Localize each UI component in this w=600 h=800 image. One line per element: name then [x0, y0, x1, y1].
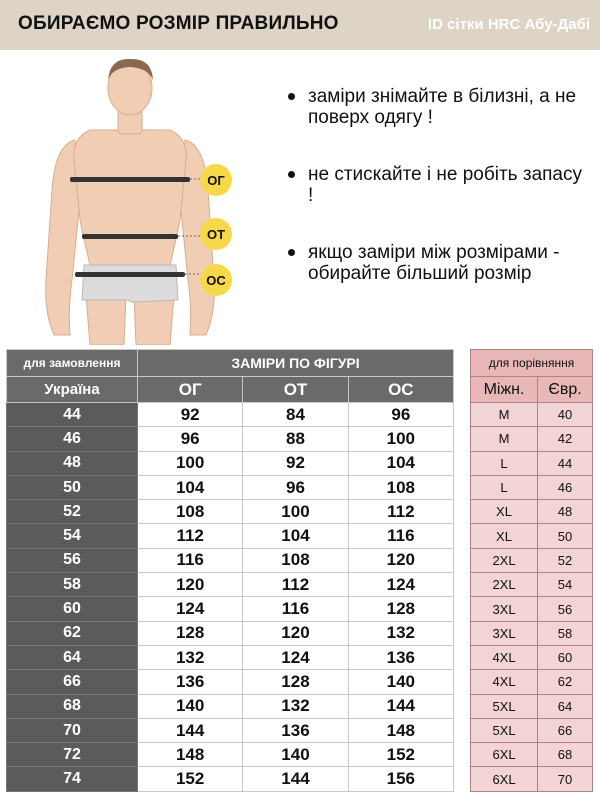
hips-cell: 140: [348, 670, 453, 694]
hips-cell: 108: [348, 475, 453, 499]
chest-cell: 148: [138, 743, 243, 767]
chest-cell: 128: [138, 621, 243, 645]
table-row: [7, 524, 454, 548]
ua-size-cell: 68: [7, 694, 138, 718]
waist-cell: 136: [243, 718, 348, 742]
intl-size-cell: 4XL: [471, 670, 538, 694]
table-row: [471, 694, 593, 718]
tip-item: якщо заміри між розмірами - обирайте більший розмір: [288, 242, 588, 284]
body-illustration: [20, 50, 270, 345]
waist-cell: 108: [243, 548, 348, 572]
chest-cell: 136: [138, 670, 243, 694]
intl-size-cell: 2XL: [471, 548, 538, 572]
table-row: [7, 670, 454, 694]
chest-badge: ОГ: [200, 164, 232, 196]
chest-cell: 92: [138, 403, 243, 427]
table-row: [7, 451, 454, 475]
waist-cell: 120: [243, 621, 348, 645]
eu-size-cell: 58: [538, 621, 593, 645]
table-row: [7, 645, 454, 669]
chest-cell: 140: [138, 694, 243, 718]
table-row: [471, 500, 593, 524]
waist-cell: 144: [243, 767, 348, 791]
compare-columns-row: [471, 377, 593, 403]
table-row: [7, 621, 454, 645]
eu-size-cell: 64: [538, 694, 593, 718]
ua-column-header: Україна: [7, 377, 138, 403]
chest-cell: 152: [138, 767, 243, 791]
ua-size-cell: 62: [7, 621, 138, 645]
ua-size-cell: 72: [7, 743, 138, 767]
intl-size-cell: XL: [471, 524, 538, 548]
chest-cell: 108: [138, 500, 243, 524]
hips-cell: 124: [348, 573, 453, 597]
hips-cell: 116: [348, 524, 453, 548]
body-figure: [20, 50, 270, 345]
intl-size-cell: XL: [471, 500, 538, 524]
waist-cell: 84: [243, 403, 348, 427]
table-row: [471, 670, 593, 694]
ua-size-cell: 46: [7, 427, 138, 451]
intl-size-cell: 5XL: [471, 694, 538, 718]
eu-size-cell: 50: [538, 524, 593, 548]
intl-size-cell: 5XL: [471, 718, 538, 742]
hips-cell: 144: [348, 694, 453, 718]
eu-size-cell: 40: [538, 403, 593, 427]
tip-item: не стискайте і не робіть запасу !: [288, 164, 588, 206]
table-row: [471, 451, 593, 475]
intl-size-cell: L: [471, 475, 538, 499]
hips-cell: 128: [348, 597, 453, 621]
chest-column-header: ОГ: [138, 377, 243, 403]
order-label: для замовлення: [7, 350, 138, 377]
eu-size-cell: 44: [538, 451, 593, 475]
eu-size-cell: 62: [538, 670, 593, 694]
table-row: [471, 743, 593, 767]
eu-size-cell: 48: [538, 500, 593, 524]
hips-cell: 156: [348, 767, 453, 791]
table-row: [7, 718, 454, 742]
hips-cell: 152: [348, 743, 453, 767]
waist-cell: 132: [243, 694, 348, 718]
intl-size-cell: 6XL: [471, 743, 538, 767]
waist-cell: 88: [243, 427, 348, 451]
eu-size-cell: 52: [538, 548, 593, 572]
table-row: [7, 743, 454, 767]
table-row: [471, 427, 593, 451]
intl-size-cell: 6XL: [471, 767, 538, 791]
waist-badge: ОТ: [200, 218, 232, 250]
chest-cell: 116: [138, 548, 243, 572]
table-row: [471, 548, 593, 572]
ua-size-cell: 70: [7, 718, 138, 742]
ua-size-cell: 54: [7, 524, 138, 548]
eu-size-cell: 70: [538, 767, 593, 791]
chest-cell: 96: [138, 427, 243, 451]
ua-size-cell: 58: [7, 573, 138, 597]
ua-size-cell: 74: [7, 767, 138, 791]
eu-size-cell: 54: [538, 573, 593, 597]
table-row: [7, 573, 454, 597]
compare-header-row: [471, 350, 593, 377]
waist-cell: 112: [243, 573, 348, 597]
chest-cell: 120: [138, 573, 243, 597]
size-table-header-row: [7, 350, 454, 377]
hips-cell: 96: [348, 403, 453, 427]
table-row: [7, 427, 454, 451]
table-row: [471, 403, 593, 427]
ua-size-cell: 48: [7, 451, 138, 475]
hips-cell: 104: [348, 451, 453, 475]
table-row: [7, 548, 454, 572]
hips-cell: 132: [348, 621, 453, 645]
intl-column-header: Міжн.: [471, 377, 538, 403]
table-row: [7, 403, 454, 427]
table-row: [7, 475, 454, 499]
underwear: [82, 265, 178, 302]
size-table-columns-row: [7, 377, 454, 403]
hips-column-header: ОС: [348, 377, 453, 403]
hips-badge: ОС: [200, 264, 232, 296]
measure-label: ЗАМІРИ ПО ФІГУРІ: [138, 350, 454, 377]
hips-cell: 112: [348, 500, 453, 524]
ua-size-cell: 52: [7, 500, 138, 524]
ua-size-cell: 64: [7, 645, 138, 669]
eu-size-cell: 68: [538, 743, 593, 767]
eu-size-cell: 66: [538, 718, 593, 742]
ua-size-cell: 56: [7, 548, 138, 572]
table-row: [471, 475, 593, 499]
chest-cell: 104: [138, 475, 243, 499]
eu-size-cell: 60: [538, 645, 593, 669]
waist-cell: 104: [243, 524, 348, 548]
page-title: ОБИРАЄМО РОЗМІР ПРАВИЛЬНО: [18, 13, 339, 34]
waist-cell: 128: [243, 670, 348, 694]
ua-size-cell: 66: [7, 670, 138, 694]
waist-cell: 124: [243, 645, 348, 669]
intl-size-cell: 2XL: [471, 573, 538, 597]
page-subtitle: ID сітки HRC Абу-Дабі: [427, 16, 590, 33]
table-row: [471, 524, 593, 548]
intl-size-cell: 3XL: [471, 621, 538, 645]
waist-cell: 92: [243, 451, 348, 475]
intl-size-cell: L: [471, 451, 538, 475]
waist-cell: 96: [243, 475, 348, 499]
waist-cell: 140: [243, 743, 348, 767]
hips-cell: 136: [348, 645, 453, 669]
table-row: [471, 573, 593, 597]
intl-size-cell: 3XL: [471, 597, 538, 621]
eu-size-cell: 46: [538, 475, 593, 499]
compare-label: для порівняння: [471, 350, 593, 377]
table-row: [471, 767, 593, 791]
intl-size-cell: M: [471, 427, 538, 451]
intl-size-cell: 4XL: [471, 645, 538, 669]
waist-column-header: ОТ: [243, 377, 348, 403]
table-row: [471, 597, 593, 621]
chest-cell: 112: [138, 524, 243, 548]
intl-size-cell: M: [471, 403, 538, 427]
waist-tape: [82, 234, 178, 239]
chest-cell: 132: [138, 645, 243, 669]
page-header: [0, 0, 600, 50]
table-row: [471, 621, 593, 645]
hips-cell: 148: [348, 718, 453, 742]
chest-cell: 124: [138, 597, 243, 621]
size-table: [6, 349, 454, 792]
table-row: [7, 500, 454, 524]
waist-cell: 116: [243, 597, 348, 621]
hip-tape: [75, 272, 185, 277]
table-row: [7, 767, 454, 791]
tip-item: заміри знімайте в білизні, а не поверх одягу !: [288, 86, 588, 128]
waist-cell: 100: [243, 500, 348, 524]
eu-size-cell: 42: [538, 427, 593, 451]
ua-size-cell: 50: [7, 475, 138, 499]
chest-tape: [70, 177, 190, 182]
hips-cell: 100: [348, 427, 453, 451]
table-row: [471, 718, 593, 742]
hips-cell: 120: [348, 548, 453, 572]
chest-cell: 100: [138, 451, 243, 475]
compare-table: [470, 349, 593, 792]
eu-size-cell: 56: [538, 597, 593, 621]
table-row: [7, 597, 454, 621]
ua-size-cell: 60: [7, 597, 138, 621]
ua-size-cell: 44: [7, 403, 138, 427]
table-row: [7, 694, 454, 718]
table-row: [471, 645, 593, 669]
eu-column-header: Євр.: [538, 377, 593, 403]
chest-cell: 144: [138, 718, 243, 742]
